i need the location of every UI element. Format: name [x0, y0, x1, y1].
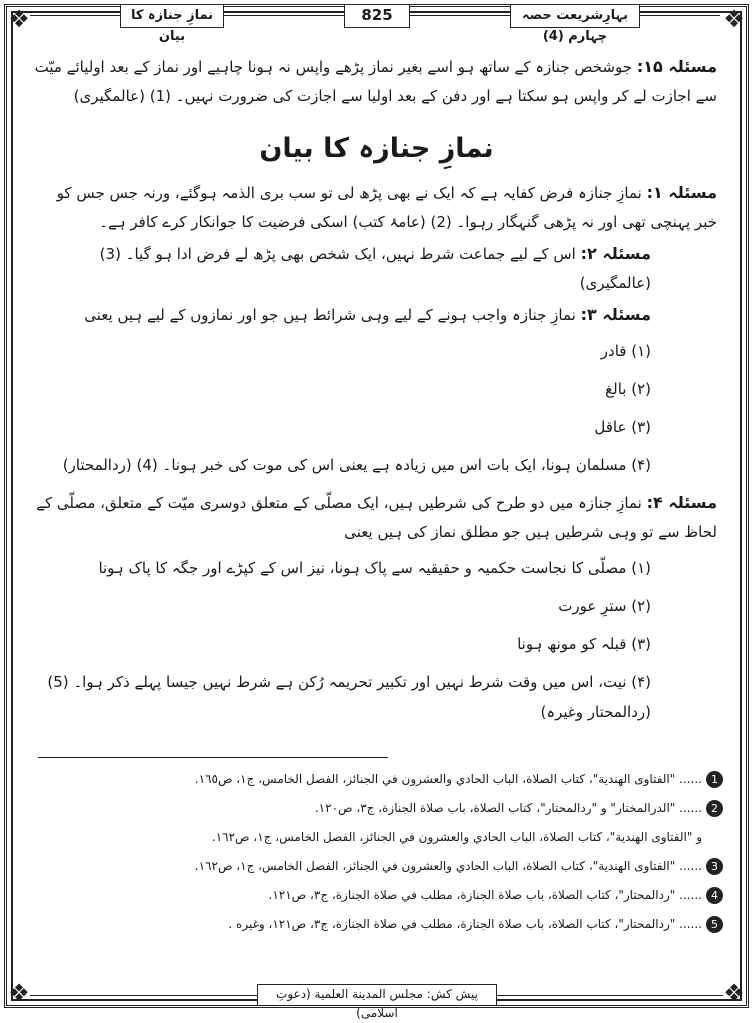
- masala-label: مسئلہ ۳:: [580, 305, 651, 324]
- footnote-text: ...... "الفتاوى الهندية"، كتاب الصلاة، الباب الحادي والعشرون في الجنائز، الفصل الخامس، ج١، ص١٦٥.: [194, 772, 702, 786]
- footnote-text: ...... "الدرالمختار" و "ردالمحتار"، كتاب الصلاة، باب صلاة الجنازة، ج٣، ص١٢٠.: [314, 801, 702, 815]
- footnote: [30, 882, 723, 908]
- section-heading: نمازِ جنازہ کا بیان: [259, 133, 494, 164]
- footnote-text: ...... "ردالمحتار"، كتاب الصلاة، باب صلاة الجنازة، مطلب في صلاة الجنازة، ج٣، ص١٢١، وغيره .: [228, 917, 702, 931]
- footnote-number-badge: 5: [706, 916, 723, 933]
- masala-label: مسئلہ ۴:: [646, 493, 717, 512]
- list-item: (۴) نیت، اس میں وقت شرط نہیں اور تکبیر تحریمہ رُکن ہے شرط نہیں جیسا پہلے ذکر ہوا۔ (5) (ردالمحتار وغیرہ): [47, 673, 651, 721]
- masala-text: جوشخص جنازہ کے ساتھ ہو اسے بغیر نماز پڑھے واپس نہ ہونا چاہیے اور نماز کے بعد اولیائے میّت سے اجازت لے کر واپس ہو سکتا ہے اور دفن کے بعد اولیا سے اجازت کی ضرورت نہیں۔ (1) (عالمگیری): [34, 58, 717, 105]
- footnote-text: ...... "ردالمحتار"، كتاب الصلاة، باب صلاة الجنازة، مطلب في صلاة الجنازة، ج٣، ص١٢١.: [268, 888, 702, 902]
- main-content: [22, 52, 731, 735]
- masala-paragraph: [34, 300, 651, 330]
- footnote-number-badge: 1: [706, 771, 723, 788]
- footer-publisher: پیش کش: مجلس المدینة العلمیة (دعوتِ اسلامی): [257, 984, 497, 1006]
- masala-paragraph: [34, 52, 717, 111]
- list-item: (۴) مسلمان ہونا، ایک بات اس میں زیادہ ہے یعنی اس کی موت کی خبر ہونا۔ (4) (ردالمحتار): [62, 456, 651, 474]
- list-item: (۲) بالغ: [605, 380, 651, 398]
- masala-text: نمازِ جنازہ میں دو طرح کی شرطیں ہیں، ایک مصلّی کے متعلق دوسری میّت کے متعلق، مصلّی کے لحاظ سے تو وہی شرطیں ہیں جو مطلق نماز کی ہیں یعنی: [36, 494, 717, 541]
- footnote-continuation: [30, 824, 723, 850]
- corner-ornament-icon: ❖: [723, 5, 745, 33]
- masala-label: مسئلہ ۱۵:: [636, 57, 717, 76]
- list-item: (۱) قادر: [600, 342, 651, 360]
- corner-ornament-icon: ❖: [723, 979, 745, 1007]
- masala-paragraph: [34, 178, 717, 237]
- masala-text: نمازِ جنازہ فرض کفایہ ہے کہ ایک نے بھی پڑھ لی تو سب بری الذمہ ہوگئے، ورنہ جس جس کو خبر پہنچی تھی اور نہ پڑھی گنہگار رہوا۔ (2) (عامۂ کتب) اسکی فرضیت کا جوانکار کرے کافر ہے۔: [56, 184, 717, 231]
- list-item: (۲) سترِ عورت: [558, 597, 651, 615]
- header-rule: [224, 15, 344, 16]
- list-item: (۳) قبلہ کو مونھ ہونا: [517, 635, 651, 653]
- footnote-number-badge: 4: [706, 887, 723, 904]
- footnotes: [30, 766, 723, 940]
- footnote-number-badge: 3: [706, 858, 723, 875]
- header-rule: [30, 15, 120, 16]
- masala-paragraph: [34, 239, 651, 298]
- masala-text: اس کے لیے جماعت شرط نہیں، ایک شخص بھی پڑھ لے فرض ادا ہو گیا۔ (3) (عالمگیری): [99, 245, 651, 292]
- footnote: [30, 795, 723, 821]
- header-rule: [410, 15, 510, 16]
- footnote: [30, 766, 723, 792]
- footer-rule: [497, 995, 723, 996]
- masala-text: نمازِ جنازہ واجب ہونے کے لیے وہی شرائط ہیں جو اور نمازوں کے لیے ہیں یعنی: [84, 306, 576, 324]
- footer-rule: [30, 995, 257, 996]
- corner-ornament-icon: ❖: [8, 979, 30, 1007]
- list-item: (۳) عاقل: [594, 418, 651, 436]
- header-rule: [640, 15, 720, 16]
- header-right-title: بہارِشریعت حصہ چہارم (4): [510, 4, 640, 28]
- masala-label: مسئلہ ۱:: [646, 183, 717, 202]
- header-left-title: نمازِ جنازہ کا بیان: [120, 4, 224, 28]
- corner-ornament-icon: ❖: [8, 5, 30, 33]
- footnote-text: و "الفتاوى الهندية"، كتاب الصلاة، الباب الحادي والعشرون في الجنائز، الفصل الخامس، ج١، ص١٦٢.: [211, 830, 702, 844]
- masala-paragraph: [34, 488, 717, 547]
- page-number: 825: [344, 4, 410, 28]
- footnote-number-badge: 2: [706, 800, 723, 817]
- footnote: [30, 911, 723, 937]
- footnote: [30, 853, 723, 879]
- masala-label: مسئلہ ۲:: [580, 244, 651, 263]
- list-item: (۱) مصلّی کا نجاست حکمیہ و حقیقیہ سے پاک ہونا، نیز اس کے کپڑے اور جگہ کا پاک ہونا: [98, 559, 651, 577]
- footnote-separator: [38, 757, 388, 758]
- footnote-text: ...... "الفتاوى الهندية"، كتاب الصلاة، الباب الحادي والعشرون في الجنائز، الفصل الخامس، ج١، ص١٦٢.: [194, 859, 702, 873]
